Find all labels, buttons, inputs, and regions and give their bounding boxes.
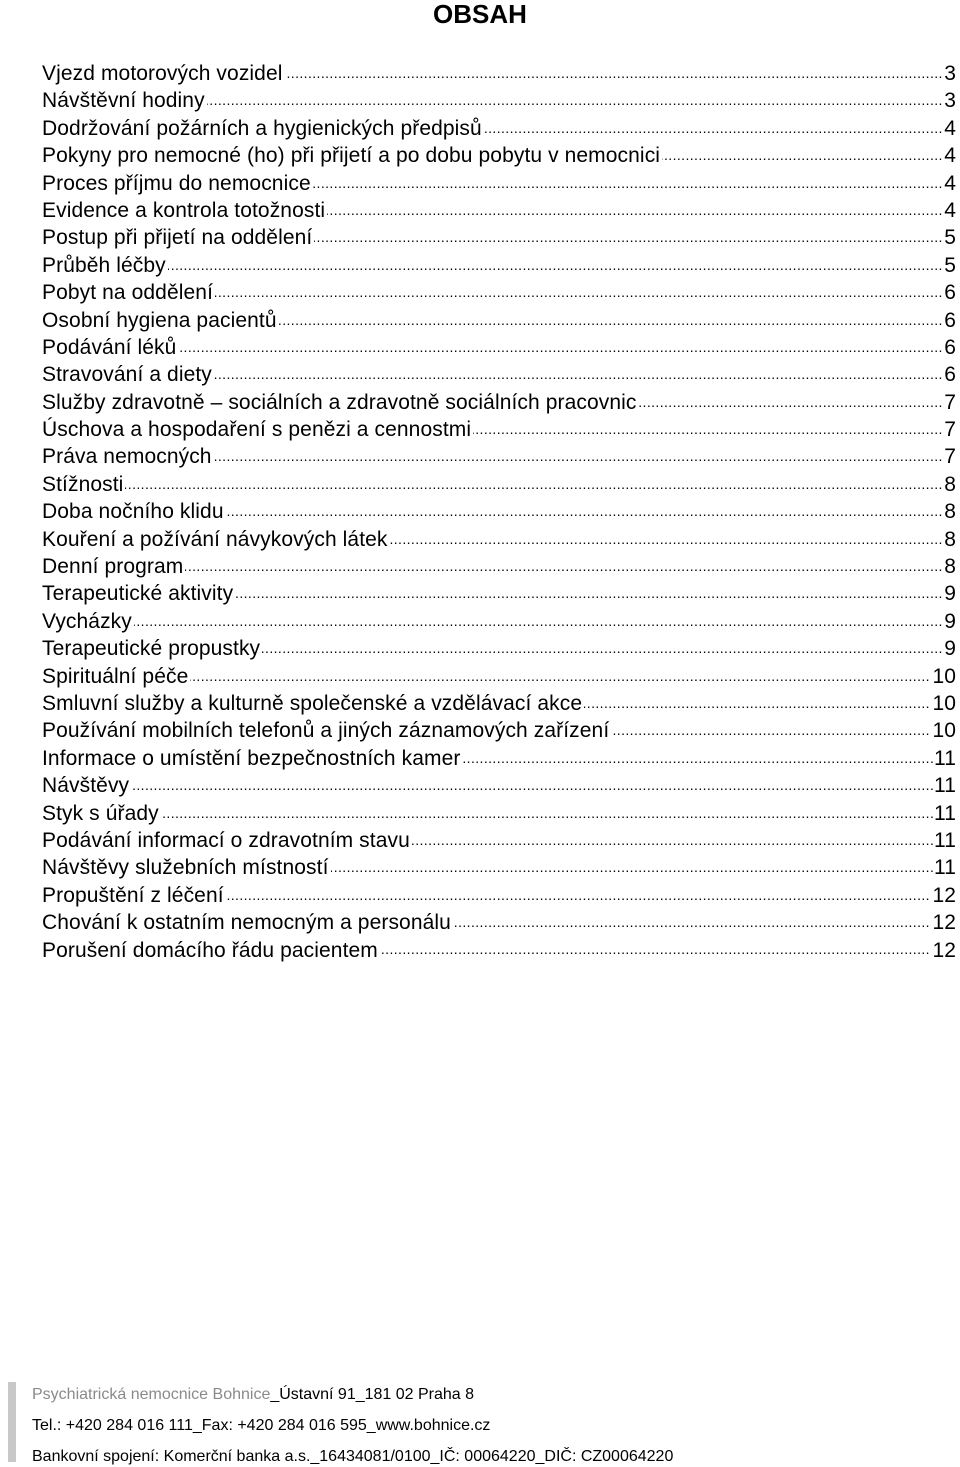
footer-hospital-name: Psychiatrická nemocnice Bohnice bbox=[32, 1386, 271, 1403]
toc-entry-title: Dodržování požárních a hygienických předpisů bbox=[42, 116, 482, 140]
toc-entry-title: Služby zdravotně – sociálních a zdravotně sociálních pracovnic bbox=[42, 390, 637, 414]
toc-entry[interactable] bbox=[42, 279, 956, 306]
toc-entry[interactable] bbox=[42, 745, 956, 772]
toc-entry[interactable] bbox=[42, 635, 956, 662]
toc-entry-page-number: 3 bbox=[943, 60, 956, 87]
toc-entry[interactable] bbox=[42, 882, 956, 909]
toc-entry[interactable] bbox=[42, 115, 956, 142]
toc-entry-page-number: 10 bbox=[931, 663, 956, 690]
toc-entry-title: Návštěvy bbox=[42, 774, 130, 798]
toc-entry[interactable] bbox=[42, 142, 956, 169]
toc-entry-page-number: 8 bbox=[943, 498, 956, 525]
toc-entry-page-number: 11 bbox=[933, 772, 956, 799]
toc-entry[interactable] bbox=[42, 800, 956, 827]
table-of-contents bbox=[42, 60, 956, 964]
toc-entry-page-number: 10 bbox=[931, 717, 956, 744]
toc-entry-page-number: 6 bbox=[943, 334, 956, 361]
toc-entry[interactable] bbox=[42, 307, 956, 334]
toc-entry-title: Průběh léčby bbox=[42, 253, 166, 277]
toc-entry-title: Propuštění z léčení bbox=[42, 883, 224, 907]
toc-entry-title: Používání mobilních telefonů a jiných záznamových zařízení bbox=[42, 719, 610, 743]
toc-entry-title: Stravování a diety bbox=[42, 363, 212, 387]
toc-entry[interactable] bbox=[42, 361, 956, 388]
toc-entry-title: Terapeutické aktivity bbox=[42, 582, 234, 606]
toc-entry[interactable] bbox=[42, 526, 956, 553]
toc-entry-title: Podávání léků bbox=[42, 335, 177, 359]
toc-entry-page-number: 9 bbox=[943, 608, 956, 635]
toc-entry-title: Styk s úřady bbox=[42, 801, 159, 825]
toc-entry[interactable] bbox=[42, 690, 956, 717]
toc-entry-page-number: 12 bbox=[931, 882, 956, 909]
toc-entry-page-number: 9 bbox=[943, 580, 956, 607]
toc-entry[interactable] bbox=[42, 772, 956, 799]
toc-entry-title: Návštěvy služebních místností bbox=[42, 856, 329, 880]
toc-entry-page-number: 6 bbox=[943, 361, 956, 388]
toc-entry-title: Spirituální péče bbox=[42, 664, 189, 688]
toc-entry-title: Stížnosti bbox=[42, 472, 124, 496]
toc-entry-page-number: 7 bbox=[943, 389, 956, 416]
toc-entry[interactable] bbox=[42, 252, 956, 279]
toc-entry-title: Chování k ostatním nemocným a personálu bbox=[42, 911, 451, 935]
toc-entry[interactable] bbox=[42, 87, 956, 114]
toc-entry-page-number: 8 bbox=[943, 471, 956, 498]
toc-entry[interactable] bbox=[42, 553, 956, 580]
toc-entry-page-number: 4 bbox=[943, 115, 956, 142]
toc-entry-title: Porušení domácího řádu pacientem bbox=[42, 938, 378, 962]
toc-entry[interactable] bbox=[42, 389, 956, 416]
footer-address-line bbox=[32, 1385, 474, 1405]
toc-entry[interactable] bbox=[42, 334, 956, 361]
toc-entry-title: Kouření a požívání návykových látek bbox=[42, 527, 388, 551]
toc-entry-page-number: 12 bbox=[931, 937, 956, 964]
footer-bank-details: Bankovní spojení: Komerční banka a.s._16434081/0100_IČ: 00064220_DIČ: CZ00064220 bbox=[32, 1448, 674, 1465]
toc-entry-page-number: 4 bbox=[943, 197, 956, 224]
toc-entry[interactable] bbox=[42, 909, 956, 936]
toc-entry-page-number: 12 bbox=[931, 909, 956, 936]
toc-entry[interactable] bbox=[42, 60, 956, 87]
toc-entry[interactable] bbox=[42, 197, 956, 224]
toc-entry-page-number: 11 bbox=[933, 745, 956, 772]
toc-entry-page-number: 3 bbox=[943, 87, 956, 114]
toc-entry-page-number: 11 bbox=[933, 854, 956, 881]
toc-entry[interactable] bbox=[42, 416, 956, 443]
toc-entry-title: Návštěvní hodiny bbox=[42, 89, 205, 113]
page-footer bbox=[0, 1380, 960, 1467]
toc-entry[interactable] bbox=[42, 224, 956, 251]
toc-entry-title: Proces příjmu do nemocnice bbox=[42, 171, 311, 195]
toc-entry-page-number: 5 bbox=[943, 252, 956, 279]
toc-entry[interactable] bbox=[42, 827, 956, 854]
toc-entry-title: Práva nemocných bbox=[42, 445, 212, 469]
toc-entry[interactable] bbox=[42, 663, 956, 690]
toc-entry-title: Postup při přijetí na oddělení bbox=[42, 226, 313, 250]
toc-entry-page-number: 8 bbox=[943, 553, 956, 580]
toc-entry-title: Evidence a kontrola totožnosti bbox=[42, 198, 326, 222]
toc-entry-title: Osobní hygiena pacientů bbox=[42, 308, 277, 332]
toc-entry-title: Smluvní služby a kulturně společenské a vzdělávací akce bbox=[42, 691, 583, 715]
footer-accent-bar bbox=[8, 1382, 16, 1462]
toc-entry-title: Vjezd motorových vozidel bbox=[42, 62, 283, 85]
toc-entry-page-number: 4 bbox=[943, 170, 956, 197]
toc-entry-page-number: 10 bbox=[931, 690, 956, 717]
toc-entry[interactable] bbox=[42, 937, 956, 964]
toc-entry-page-number: 11 bbox=[933, 827, 956, 854]
toc-entry[interactable] bbox=[42, 498, 956, 525]
toc-entry[interactable] bbox=[42, 471, 956, 498]
toc-entry-title: Terapeutické propustky bbox=[42, 637, 261, 661]
footer-contacts: Tel.: +420 284 016 111_Fax: +420 284 016 595_www.bohnice.cz bbox=[32, 1417, 491, 1434]
toc-entry-title: Vycházky bbox=[42, 609, 132, 633]
toc-entry-title: Denní program bbox=[42, 555, 184, 579]
toc-entry-page-number: 6 bbox=[943, 307, 956, 334]
toc-entry[interactable] bbox=[42, 170, 956, 197]
toc-entry[interactable] bbox=[42, 608, 956, 635]
footer-address: _Ústavní 91_181 02 Praha 8 bbox=[270, 1386, 475, 1403]
toc-entry-title: Pobyt na oddělení bbox=[42, 281, 214, 305]
toc-entry[interactable] bbox=[42, 717, 956, 744]
toc-entry-title: Pokyny pro nemocné (ho) při přijetí a po dobu pobytu v nemocnici bbox=[42, 144, 661, 168]
page-title: OBSAH bbox=[433, 0, 527, 29]
toc-entry[interactable] bbox=[42, 854, 956, 881]
toc-entry-title: Úschova a hospodaření s penězi a cennostmi bbox=[42, 418, 472, 442]
toc-entry-page-number: 7 bbox=[943, 443, 956, 470]
toc-entry-page-number: 4 bbox=[943, 142, 956, 169]
toc-entry-title: Informace o umístění bezpečnostních kamer bbox=[42, 746, 461, 770]
toc-entry[interactable] bbox=[42, 580, 956, 607]
toc-entry-page-number: 6 bbox=[943, 279, 956, 306]
toc-entry-page-number: 7 bbox=[943, 416, 956, 443]
toc-entry-page-number: 5 bbox=[943, 224, 956, 251]
toc-entry-title: Doba nočního klidu bbox=[42, 500, 224, 524]
toc-entry-page-number: 9 bbox=[943, 635, 956, 662]
toc-entry[interactable] bbox=[42, 443, 956, 470]
toc-entry-title: Podávání informací o zdravotním stavu bbox=[42, 828, 410, 852]
toc-entry-page-number: 11 bbox=[933, 800, 956, 827]
toc-entry-page-number: 8 bbox=[943, 526, 956, 553]
